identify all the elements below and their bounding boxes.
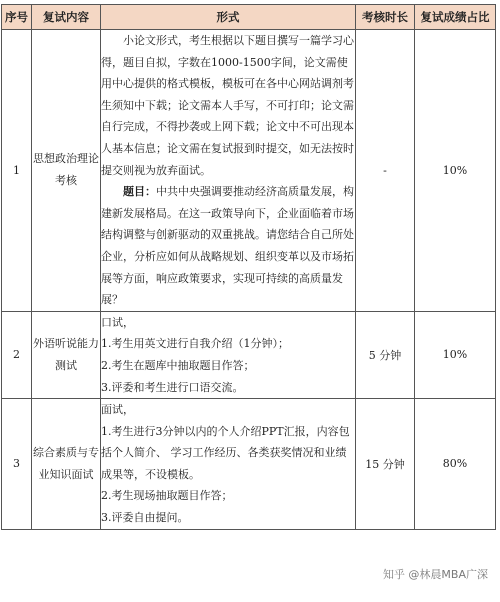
form-text: 小论文形式，考生根据以下题目撰写一篇学习心得，题目自拟，字数在1000-1500字间，论文需使用中心提供的格式模板，模板可在各中心网站调剂考生须知中下载；论文需本人手写，不可打印；论文需自行完成，不得抄袭或上网下载；论文中不可出现本人基本信息；论文需在复试报到时提交，如无法按时提交则视为放弃面试。	[101, 34, 354, 177]
score-ratio: 10%	[415, 30, 496, 312]
row-number: 1	[2, 30, 32, 312]
form-line: 面试，	[101, 403, 134, 417]
form-line: 3.评委和考生进行口语交流。	[101, 380, 244, 394]
row-number: 2	[2, 311, 32, 398]
exam-content: 外语听说能力测试	[32, 311, 101, 398]
exam-content: 综合素质与专业知识面试	[32, 399, 101, 530]
form-line: 2.考生在题库中抽取题目作答；	[101, 358, 255, 372]
exam-duration: -	[356, 30, 415, 312]
header-duration: 考核时长	[356, 5, 415, 30]
header-content: 复试内容	[32, 5, 101, 30]
header-no: 序号	[2, 5, 32, 30]
table-row	[2, 311, 496, 398]
topic-label: 题目：	[123, 185, 156, 199]
exam-form	[101, 311, 356, 398]
form-line: 1.考生用英文进行自我介绍（1分钟）；	[101, 337, 289, 351]
header-form: 形式	[101, 5, 356, 30]
exam-content: 思想政治理论考核	[32, 30, 101, 312]
watermark: 知乎 @林晨MBA广深	[382, 568, 488, 581]
row-number: 3	[2, 399, 32, 530]
topic-paragraph	[101, 181, 355, 311]
exam-duration: 15 分钟	[356, 399, 415, 530]
form-line: 1.考生进行3分钟以内的个人介绍PPT汇报，内容包括个人简介、 学习工作经历、各类获奖情况和业绩成果等，不设模板。	[101, 424, 350, 481]
topic-text: 中共中央强调要推动经济高质量发展，构建新发展格局。在这一政策导向下，企业面临着市场结构调整与创新驱动的双重挑战。请您结合自己所处企业，分析应如何从战略规划、组织变革以及市场拓展等方面，响应政策要求，实现可持续的高质量发展？	[101, 185, 354, 307]
score-ratio: 10%	[415, 311, 496, 398]
exam-table	[1, 4, 496, 530]
exam-form	[101, 30, 356, 312]
score-ratio: 80%	[415, 399, 496, 530]
form-line: 2.考生现场抽取题目作答；	[101, 489, 233, 503]
form-line: 口试，	[101, 315, 134, 329]
table-row	[2, 30, 496, 312]
header-row	[2, 5, 496, 30]
table-row	[2, 399, 496, 530]
form-line: 3.评委自由提问。	[101, 511, 189, 525]
exam-form	[101, 399, 356, 530]
header-score-ratio: 复试成绩占比	[415, 5, 496, 30]
exam-duration: 5 分钟	[356, 311, 415, 398]
